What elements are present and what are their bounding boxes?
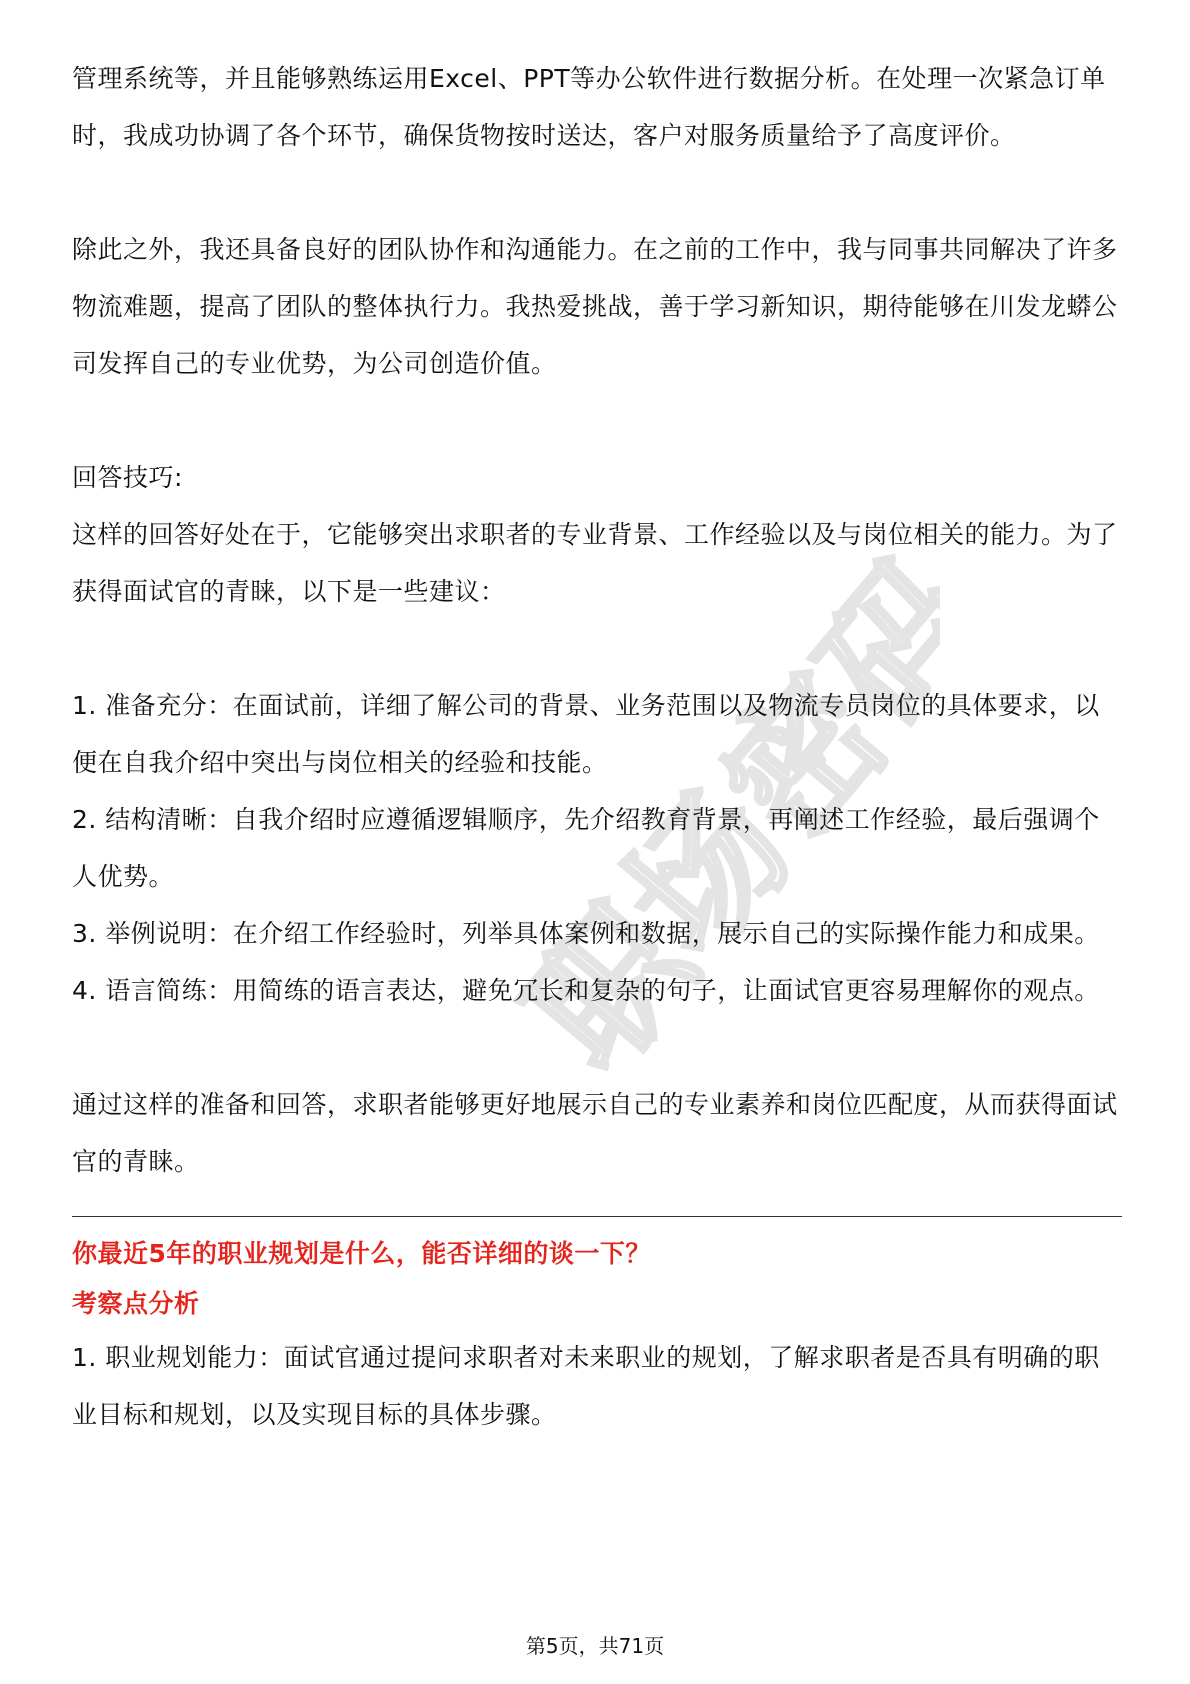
document-body — [72, 50, 1122, 1443]
tip-item-4: 4. 语言简练：用简练的语言表达，避免冗长和复杂的句子，让面试官更容易理解你的观点。 — [72, 976, 1100, 1005]
body-paragraph-2: 除此之外，我还具备良好的团队协作和沟通能力。在之前的工作中，我与同事共同解决了许多物流难题，提高了团队的整体执行力。我热爱挑战，善于学习新知识，期待能够在川发龙蟒公司发挥自己的专业优势，为公司创造价值。 — [72, 235, 1118, 378]
tip-item-2: 2. 结构清晰：自我介绍时应遵循逻辑顺序，先介绍教育背景，再阐述工作经验，最后强调个人优势。 — [72, 805, 1100, 891]
tips-intro: 这样的回答好处在于，它能够突出求职者的专业背景、工作经验以及与岗位相关的能力。为了获得面试官的青睐，以下是一些建议： — [72, 520, 1118, 606]
section-divider — [72, 1216, 1122, 1217]
analysis-item-1: 1. 职业规划能力：面试官通过提问求职者对未来职业的规划，了解求职者是否具有明确的职业目标和规划，以及实现目标的具体步骤。 — [72, 1343, 1100, 1429]
tip-item-1: 1. 准备充分：在面试前，详细了解公司的背景、业务范围以及物流专员岗位的具体要求，以便在自我介绍中突出与岗位相关的经验和技能。 — [72, 691, 1100, 777]
body-paragraph-1: 管理系统等，并且能够熟练运用Excel、PPT等办公软件进行数据分析。在处理一次紧急订单时，我成功协调了各个环节，确保货物按时送达，客户对服务质量给予了高度评价。 — [72, 64, 1106, 150]
page-footer: 第5页，共71页 — [525, 1634, 665, 1658]
tips-heading: 回答技巧: — [72, 463, 183, 492]
question-title: 你最近5年的职业规划是什么，能否详细的谈一下？ — [72, 1239, 651, 1268]
watermark-text: 职场密码 — [497, 530, 940, 1102]
tips-conclusion: 通过这样的准备和回答，求职者能够更好地展示自己的专业素养和岗位匹配度，从而获得面试官的青睐。 — [72, 1090, 1118, 1176]
analysis-heading: 考察点分析 — [72, 1289, 200, 1318]
tip-item-3: 3. 举例说明：在介绍工作经验时，列举具体案例和数据，展示自己的实际操作能力和成果。 — [72, 919, 1100, 948]
